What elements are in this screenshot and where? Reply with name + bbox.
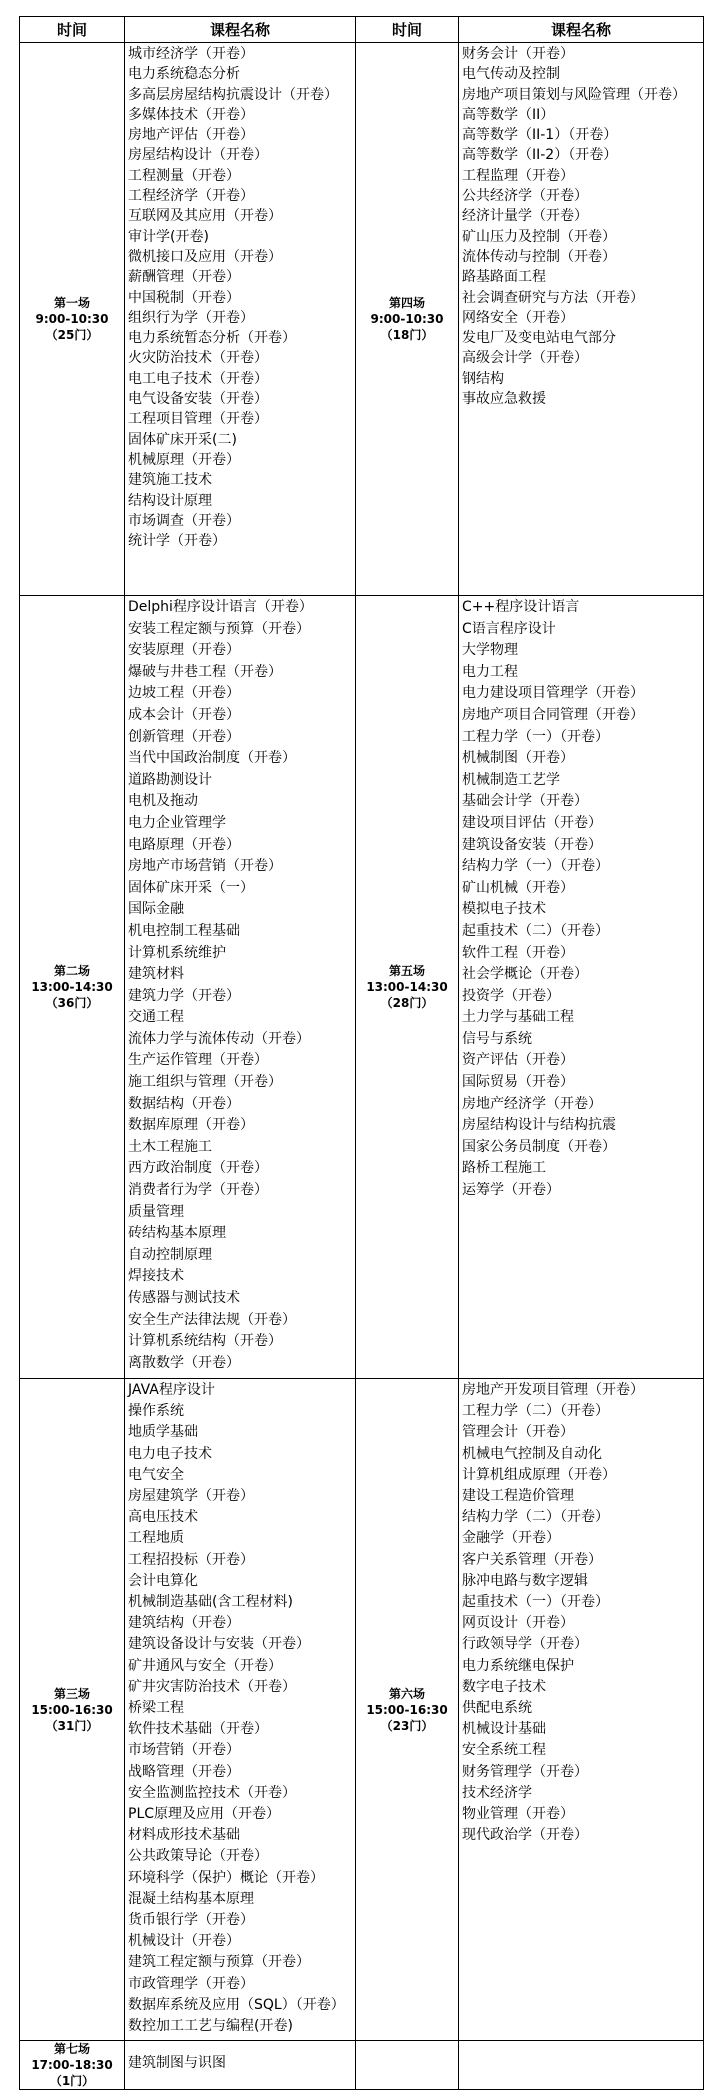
course-item: 机械原理（开卷）: [128, 451, 240, 468]
course-list-cell: [125, 43, 356, 596]
course-item: 薪酬管理（开卷）: [128, 269, 240, 286]
course-list-cell: [459, 2041, 704, 2090]
course-item: 土力学与基础工程: [462, 1009, 574, 1026]
course-item: 房屋结构设计（开卷）: [128, 147, 268, 164]
course-item: 经济计量学（开卷）: [462, 208, 588, 225]
course-item: 物业管理（开卷）: [462, 1806, 574, 1823]
course-item: 电力系统稳态分析: [128, 66, 240, 83]
course-item: 财务会计（开卷）: [462, 46, 574, 62]
course-item: 行政领导学（开卷）: [462, 1636, 588, 1653]
course-item: 网页设计（开卷）: [462, 1615, 574, 1632]
course-item: PLC原理及应用（开卷）: [128, 1806, 281, 1823]
session-session: 第四场: [388, 296, 425, 310]
course-item: 货币银行学（开卷）: [128, 1912, 254, 1929]
course-item: 战略管理（开卷）: [128, 1763, 240, 1780]
course-item: 国际贸易（开卷）: [462, 1074, 574, 1091]
course-item: 社会调查研究与方法（开卷）: [462, 289, 644, 306]
course-item: 网络安全（开卷）: [462, 309, 574, 326]
course-item: 公共经济学（开卷）: [462, 188, 588, 205]
course-item: 事故应急救援: [462, 391, 546, 408]
course-list-cell: [125, 2041, 356, 2090]
course-item: 金融学（开卷）: [462, 1530, 560, 1547]
course-item: 供配电系统: [462, 1700, 532, 1717]
course-item: 审计学(开卷): [128, 228, 209, 245]
exam-schedule-table: [19, 16, 704, 2090]
course-item: 结构设计原理: [128, 492, 212, 509]
course-item: JAVA程序设计: [128, 1382, 215, 1398]
course-item: 计算机组成原理（开卷）: [462, 1466, 616, 1483]
course-item: 路基路面工程: [462, 269, 546, 286]
course-item: 投资学（开卷）: [462, 987, 560, 1004]
course-item: 数据结构（开卷）: [128, 1095, 240, 1112]
course-item: 电力系统暂态分析（开卷）: [128, 330, 296, 347]
course-item: 成本会计（开卷）: [128, 706, 240, 723]
course-item: 房地产项目合同管理（开卷）: [462, 706, 644, 723]
header-course-name: 课程名称: [125, 17, 356, 43]
course-item: 操作系统: [128, 1403, 184, 1420]
session-count: （23门）: [380, 1718, 434, 1733]
course-item: 材料成形技术基础: [128, 1827, 240, 1844]
header-time: 时间: [356, 17, 459, 43]
course-item: 资产评估（开卷）: [462, 1052, 574, 1069]
course-item: 机械制造基础(含工程材料): [128, 1594, 293, 1611]
course-item: 信号与系统: [462, 1030, 532, 1047]
course-item: 软件技术基础（开卷）: [128, 1721, 268, 1738]
course-item: 流体力学与流体传动（开卷）: [128, 1030, 310, 1047]
course-item: 机械制造工艺学: [462, 771, 560, 788]
course-item: 高等数学（II-1）（开卷）: [462, 127, 618, 144]
course-item: 电机及拖动: [128, 793, 198, 810]
session-session: 第七场: [53, 2042, 90, 2056]
course-item: 固体矿床开采(二): [128, 431, 237, 448]
course-item: 机械设计基础: [462, 1721, 546, 1738]
session-count: （18门）: [380, 328, 434, 342]
course-item: 固体矿床开采（一）: [128, 879, 254, 896]
course-item: 西方政治制度（开卷）: [128, 1160, 268, 1177]
course-item: 中国税制（开卷）: [128, 289, 240, 306]
course-item: 电气设备安装（开卷）: [128, 391, 268, 408]
course-item: 消费者行为学（开卷）: [128, 1182, 268, 1199]
course-item: 安全系统工程: [462, 1742, 546, 1759]
course-item: 公共政策导论（开卷）: [128, 1848, 268, 1865]
course-item: 矿井通风与安全（开卷）: [128, 1657, 282, 1674]
course-item: 土木工程施工: [128, 1138, 212, 1155]
session-session: 第五场: [388, 964, 425, 978]
course-item: 爆破与井巷工程（开卷）: [128, 663, 282, 680]
course-item: 多高层房屋结构抗震设计（开卷）: [128, 86, 338, 103]
course-list-cell: [459, 43, 704, 596]
session-session: 第三场: [53, 1686, 90, 1701]
course-item: 电路原理（开卷）: [128, 836, 240, 853]
course-item: 市场调查（开卷）: [128, 512, 240, 529]
course-item: 电力建设项目管理学（开卷）: [462, 685, 644, 702]
session-time-cell: [20, 2041, 125, 2090]
course-item: 流体传动与控制（开卷）: [462, 248, 616, 265]
session-time-cell: [20, 1379, 125, 2041]
course-list-cell: [125, 1379, 356, 2041]
course-item: 建筑力学（开卷）: [128, 987, 240, 1004]
session-row: [20, 43, 704, 596]
course-item: 数据库原理（开卷）: [128, 1117, 254, 1134]
session-time-cell: [356, 43, 459, 596]
course-item: 交通工程: [128, 1009, 184, 1026]
course-item: 多媒体技术（开卷）: [128, 106, 254, 123]
course-item: 火灾防治技术（开卷）: [128, 350, 268, 367]
session-time-cell: [356, 2041, 459, 2090]
course-item: 安全监测监控技术（开卷）: [128, 1784, 296, 1801]
course-item: 工程项目管理（开卷）: [128, 411, 268, 428]
course-item: 会计电算化: [128, 1572, 198, 1589]
course-item: 电力工程: [462, 663, 518, 680]
course-item: 建筑设备安装（开卷）: [462, 836, 602, 853]
course-item: 电力系统继电保护: [462, 1657, 574, 1674]
course-item: 电气安全: [128, 1466, 184, 1483]
session-time-cell: [20, 596, 125, 1379]
course-item: 道路勘测设计: [128, 771, 212, 788]
course-item: 当代中国政治制度（开卷）: [128, 750, 296, 767]
course-item: 城市经济学（开卷）: [128, 46, 254, 62]
course-item: 电气传动及控制: [462, 66, 560, 83]
session-session: 第一场: [53, 296, 90, 310]
course-item: 客户关系管理（开卷）: [462, 1551, 602, 1568]
session-row: [20, 1379, 704, 2041]
course-item: 运筹学（开卷）: [462, 1182, 560, 1199]
course-item: 房地产市场营销（开卷）: [128, 858, 282, 875]
course-item: 矿井灾害防治技术（开卷）: [128, 1678, 296, 1695]
course-item: 工程力学（二）（开卷）: [462, 1403, 609, 1420]
course-item: 工程招投标（开卷）: [128, 1551, 254, 1568]
course-item: 技术经济学: [462, 1784, 532, 1801]
course-item: 建筑工程定额与预算（开卷）: [128, 1954, 310, 1971]
course-item: 工程监理（开卷）: [462, 167, 574, 184]
course-item: 管理会计（开卷）: [462, 1424, 574, 1441]
course-item: 矿山压力及控制（开卷）: [462, 228, 616, 245]
session-count: （25门）: [45, 328, 99, 342]
course-item: 工程测量（开卷）: [128, 167, 240, 184]
course-item: 机电控制工程基础: [128, 922, 240, 939]
course-item: 数字电子技术: [462, 1678, 546, 1695]
course-item: 起重技术（一）（开卷）: [462, 1594, 609, 1611]
course-item: 桥梁工程: [128, 1700, 184, 1717]
course-item: 机械制图（开卷）: [462, 750, 574, 767]
course-item: 国家公务员制度（开卷）: [462, 1138, 616, 1155]
course-item: 数据库系统及应用（SQL）（开卷）: [128, 1996, 345, 2013]
course-item: C++程序设计语言: [462, 599, 580, 615]
course-item: 结构力学（二）（开卷）: [462, 1509, 609, 1526]
course-item: 大学物理: [462, 642, 518, 659]
course-item: 组织行为学（开卷）: [128, 309, 254, 326]
course-item: 基础会计学（开卷）: [462, 793, 588, 810]
course-item: 建筑施工技术: [128, 472, 212, 489]
course-item: 财务管理学（开卷）: [462, 1763, 588, 1780]
course-item: 互联网及其应用（开卷）: [128, 208, 282, 225]
course-list-cell: [125, 596, 356, 1379]
course-item: 房地产评估（开卷）: [128, 127, 254, 144]
course-item: 传感器与测试技术: [128, 1290, 240, 1306]
session-time: 13:00-14:30: [366, 980, 448, 994]
session-time-cell: [20, 43, 125, 596]
session-time: 9:00-10:30: [370, 312, 444, 326]
header-course-name: 课程名称: [459, 17, 704, 43]
course-item: 计算机系统结构（开卷）: [128, 1333, 282, 1350]
course-item: 起重技术（二）（开卷）: [462, 922, 609, 939]
course-item: 发电厂及变电站电气部分: [462, 330, 616, 347]
course-item: 房地产经济学（开卷）: [462, 1095, 602, 1112]
course-item: 建筑结构（开卷）: [128, 1615, 240, 1632]
course-item: 高级会计学（开卷）: [462, 350, 588, 367]
course-item: 地质学基础: [128, 1424, 198, 1441]
course-item: 统计学（开卷）: [128, 533, 226, 550]
session-row: [20, 596, 704, 1379]
course-item: 质量管理: [128, 1203, 184, 1220]
course-item: 微机接口及应用（开卷）: [128, 248, 282, 265]
session-row: [20, 2041, 704, 2090]
session-count: （1门）: [49, 2074, 95, 2088]
course-item: 工程力学（一）（开卷）: [462, 728, 609, 745]
course-item: 生产运作管理（开卷）: [128, 1052, 268, 1069]
course-item: 结构力学（一）（开卷）: [462, 858, 609, 875]
course-item: 自动控制原理: [128, 1246, 212, 1263]
session-time-cell: [356, 1379, 459, 2041]
course-item: C语言程序设计: [462, 620, 556, 637]
course-item: 房屋结构设计与结构抗震: [462, 1117, 616, 1134]
course-item: 高等数学（II）: [462, 106, 555, 123]
course-item: 电力电子技术: [128, 1445, 212, 1462]
course-item: 钢结构: [462, 370, 504, 387]
course-item: 计算机系统维护: [128, 944, 226, 961]
course-item: 建设工程造价管理: [462, 1488, 574, 1505]
course-item: 离散数学（开卷）: [128, 1354, 240, 1371]
course-item: 安装原理（开卷）: [128, 642, 240, 659]
course-item: 工程地质: [128, 1530, 184, 1547]
session-time: 13:00-14:30: [31, 980, 113, 994]
course-item: 社会学概论（开卷）: [462, 966, 588, 983]
session-time: 9:00-10:30: [35, 312, 109, 326]
course-item: 现代政治学（开卷）: [462, 1827, 588, 1844]
course-item: 机械设计（开卷）: [128, 1933, 240, 1950]
course-item: 砖结构基本原理: [128, 1225, 226, 1242]
course-item: 建筑制图与识图: [128, 2055, 226, 2071]
course-item: 矿山机械（开卷）: [462, 879, 574, 896]
course-item: 边坡工程（开卷）: [128, 685, 240, 702]
course-item: 安装工程定额与预算（开卷）: [128, 620, 310, 637]
course-item: 机械电气控制及自动化: [462, 1445, 602, 1462]
session-time: 17:00-18:30: [31, 2058, 113, 2072]
course-item: 房屋建筑学（开卷）: [128, 1488, 254, 1505]
course-item: 软件工程（开卷）: [462, 944, 574, 961]
session-time-cell: [356, 596, 459, 1379]
session-time: 15:00-16:30: [366, 1702, 448, 1717]
course-item: 市场营销（开卷）: [128, 1742, 240, 1759]
session-count: （36门）: [45, 996, 99, 1010]
course-item: 建筑材料: [128, 966, 184, 983]
course-item: 建设项目评估（开卷）: [462, 814, 602, 831]
course-item: 安全生产法律法规（开卷）: [128, 1311, 296, 1328]
course-list-cell: [459, 596, 704, 1379]
course-item: 脉冲电路与数字逻辑: [462, 1572, 588, 1589]
course-item: 创新管理（开卷）: [128, 728, 240, 745]
course-item: 国际金融: [128, 901, 184, 918]
course-item: 焊接技术: [128, 1268, 184, 1285]
session-session: 第二场: [53, 964, 90, 978]
session-count: （28门）: [380, 996, 434, 1010]
session-time: 15:00-16:30: [31, 1702, 113, 1717]
course-item: 房地产开发项目管理（开卷）: [462, 1382, 644, 1398]
course-item: 混凝土结构基本原理: [128, 1890, 254, 1907]
course-item: 高电压技术: [128, 1509, 198, 1526]
course-item: 高等数学（II-2）（开卷）: [462, 147, 618, 164]
session-session: 第六场: [388, 1686, 425, 1701]
course-item: 电力企业管理学: [128, 814, 226, 831]
course-item: 工程经济学（开卷）: [128, 188, 254, 205]
course-list-cell: [459, 1379, 704, 2041]
course-item: 数控加工工艺与编程(开卷): [128, 2018, 293, 2035]
course-item: 建筑设备设计与安装（开卷）: [128, 1636, 310, 1653]
course-item: 环境科学（保护）概论（开卷）: [128, 1869, 324, 1886]
course-item: 路桥工程施工: [462, 1160, 546, 1177]
course-item: 电工电子技术（开卷）: [128, 370, 268, 387]
session-count: （31门）: [45, 1718, 99, 1733]
course-item: 模拟电子技术: [462, 901, 546, 918]
course-item: Delphi程序设计语言（开卷）: [128, 599, 313, 615]
header-row: [20, 17, 704, 43]
course-item: 市政管理学（开卷）: [128, 1975, 254, 1992]
header-time: 时间: [20, 17, 125, 43]
course-item: 施工组织与管理（开卷）: [128, 1074, 282, 1091]
course-item: 房地产项目策划与风险管理（开卷）: [462, 86, 686, 103]
